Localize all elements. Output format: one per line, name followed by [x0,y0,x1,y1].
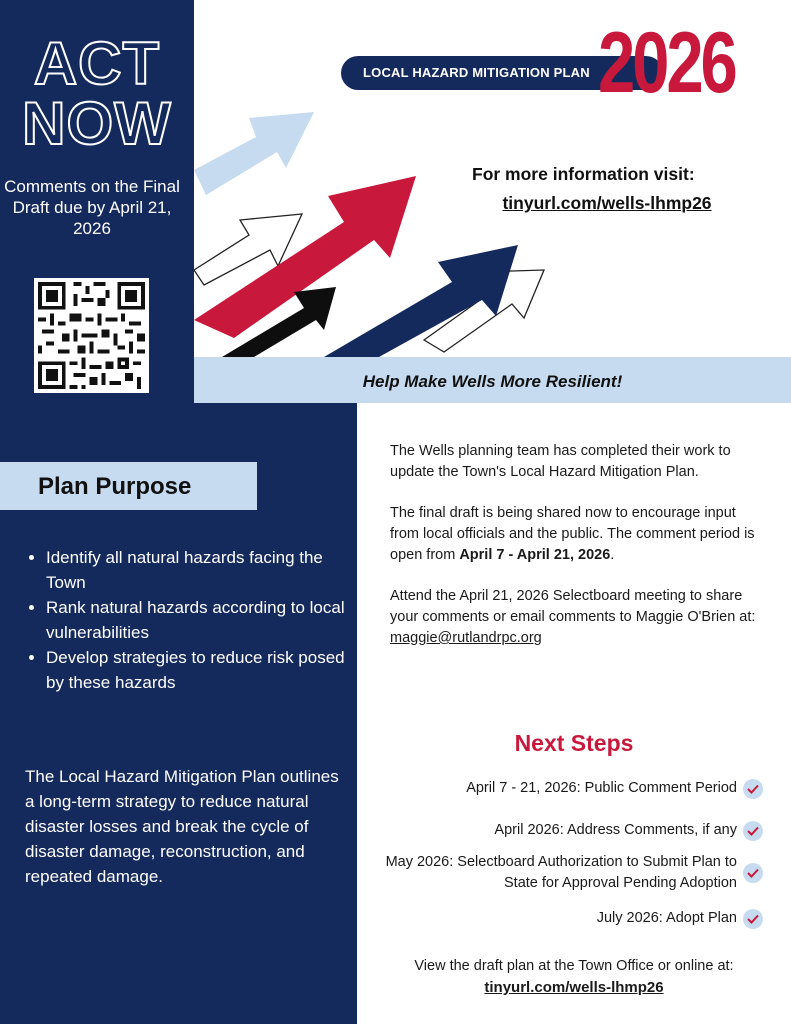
step-text: May 2026: Selectboard Authorization to Submit Plan to State for Approval Pending Adoption [385,854,737,891]
year-heading: 2026 [598,15,735,111]
comments-due-text: Comments on the Final Draft due by April 21, 2026 [4,177,180,238]
checkmark-icon [743,779,763,799]
plan-description: The Local Hazard Mitigation Plan outlines a long-term strategy to reduce natural disaster losses and break the cycle of disaster damage, reconstruction, and repeated damage. [25,767,339,886]
attend-paragraph [390,586,765,649]
body-text [390,441,765,669]
step-text: July 2026: Adopt Plan [596,910,737,926]
step-item [377,852,763,894]
step-item [597,908,763,929]
act-now-heading [0,30,194,157]
more-info-link[interactable]: tinyurl.com/wells-lhmp26 [502,193,712,213]
step-text: April 2026: Address Comments, if any [494,822,737,838]
step-text: April 7 - 21, 2026: Public Comment Period [466,780,737,796]
view-draft-block [357,956,791,998]
view-draft-text: View the draft plan at the Town Office or online at: [414,958,734,974]
draft-plan-link[interactable]: tinyurl.com/wells-lhmp26 [484,979,664,996]
email-link[interactable]: maggie@rutlandrpc.org [390,630,542,646]
more-info-block [472,164,752,214]
list-item: • Rank natural hazards according to local vulnerabilities [46,595,346,645]
draft-period: . [610,547,615,563]
checkmark-icon [743,909,763,929]
draft-paragraph [390,503,765,566]
purpose-list [28,545,346,695]
step-item [494,820,763,841]
now-word: NOW [22,90,172,157]
act-word: ACT [33,30,161,97]
plan-label-pill: LOCAL HAZARD MITIGATION PLAN [341,56,663,90]
list-item: • Develop strategies to reduce risk posed by these hazards [46,645,346,695]
intro-paragraph: The Wells planning team has completed their work to update the Town's Local Hazard Mitigation Plan. [390,443,731,480]
plan-purpose-heading: Plan Purpose [0,462,257,510]
draft-text: The final draft is being shared now to encourage input from local officials and the public. The comment period is open from [390,505,755,563]
comment-period-dates: April 7 - April 21, 2026 [459,547,611,563]
step-item [466,778,763,799]
next-steps-heading: Next Steps [514,730,634,756]
more-info-label: For more information visit: [472,164,695,184]
attend-text: Attend the April 21, 2026 Selectboard meeting to share your comments or email comments to Maggie O'Brien at: [390,588,756,625]
checkmark-icon [743,821,763,841]
resilience-banner: Help Make Wells More Resilient! [194,357,791,403]
qr-code[interactable] [34,278,149,393]
list-item: • Identify all natural hazards facing the Town [46,545,346,595]
checkmark-icon [743,863,763,883]
